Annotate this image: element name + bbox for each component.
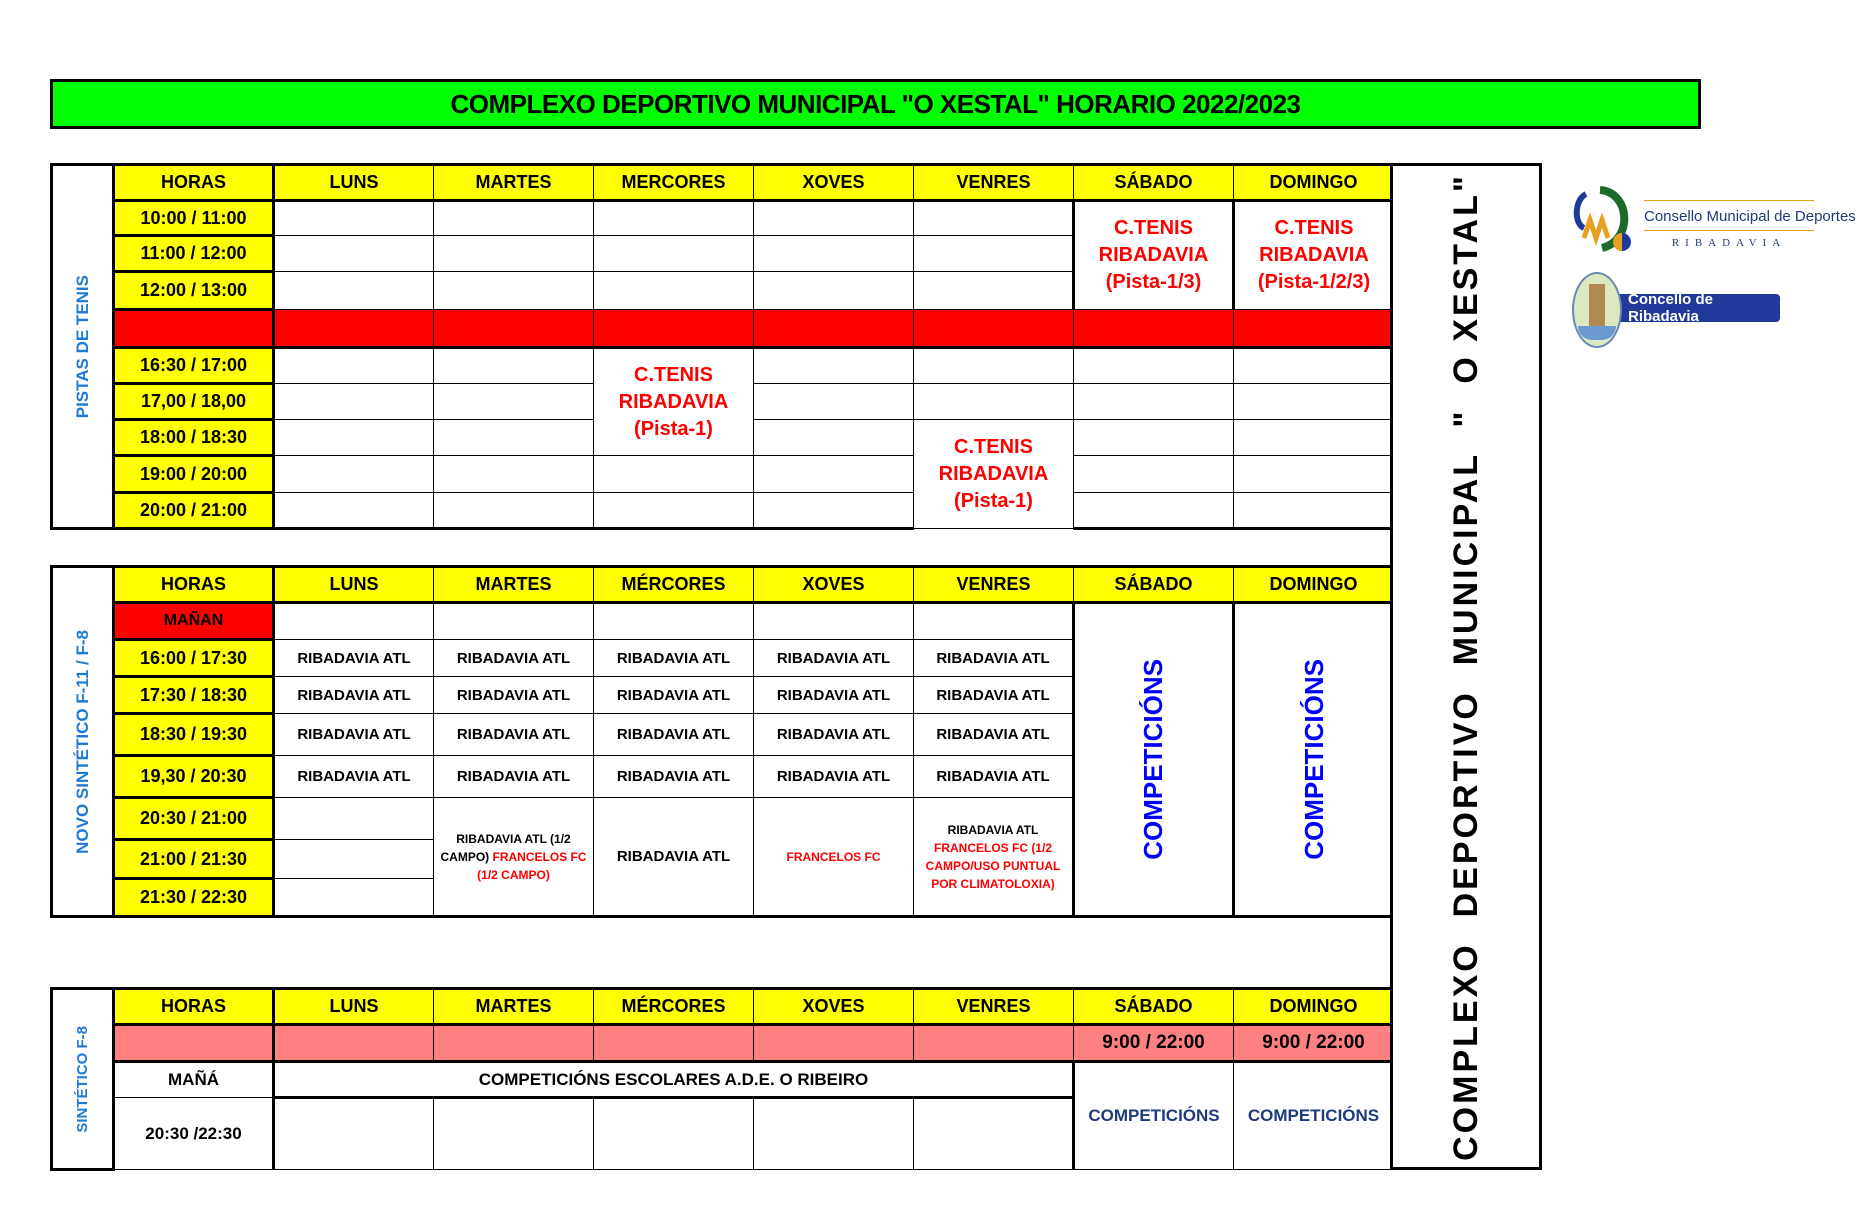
cmd-subtitle: RIBADAVIA [1671, 237, 1787, 249]
hour-cell: 20:30 / 21:00 [114, 798, 274, 840]
hour-cell: 10:00 / 11:00 [114, 201, 274, 236]
martes-late-booking: RIBADAVIA ATL (1/2 CAMPO) FRANCELOS FC (1/2 CAMPO) [434, 798, 594, 917]
slot-cell: RIBADAVIA ATL [914, 756, 1074, 798]
pink-cell [274, 1025, 434, 1062]
sabado-hours: 9:00 / 22:00 [1074, 1025, 1234, 1062]
closed-break-cell [1234, 310, 1394, 348]
slot-cell: RIBADAVIA ATL [914, 677, 1074, 714]
header-horas: HORAS [114, 567, 274, 603]
slot-cell: RIBADAVIA ATL [274, 756, 434, 798]
slot-cell: RIBADAVIA ATL [754, 640, 914, 677]
hour-cell: 21:00 / 21:30 [114, 840, 274, 879]
page-title: COMPLEXO DEPORTIVO MUNICIPAL "O XESTAL" HORARIO 2022/2023 [50, 79, 1701, 129]
slot-cell [754, 201, 914, 236]
slot-cell [434, 272, 594, 310]
header-luns: LUNS [274, 567, 434, 603]
slot-cell: RIBADAVIA ATL [434, 640, 594, 677]
slot-cell: RIBADAVIA ATL [754, 714, 914, 756]
slot-cell [434, 1098, 594, 1170]
slot-cell: RIBADAVIA ATL [274, 640, 434, 677]
header-xoves: XOVES [754, 165, 914, 201]
slot-cell [594, 201, 754, 236]
slot-cell [1074, 348, 1234, 384]
mercores-late-booking: RIBADAVIA ATL [594, 798, 754, 917]
slot-cell: RIBADAVIA ATL [754, 677, 914, 714]
section-divider [1390, 526, 1393, 566]
slot-cell [754, 603, 914, 640]
header-venres: VENRES [914, 989, 1074, 1025]
slot-cell [1074, 493, 1234, 529]
slot-cell [274, 798, 434, 840]
slot-cell [594, 493, 754, 529]
slot-cell: RIBADAVIA ATL [594, 640, 754, 677]
slot-cell [1074, 456, 1234, 493]
slot-cell: RIBADAVIA ATL [594, 714, 754, 756]
slot-cell [274, 840, 434, 879]
slot-cell [594, 272, 754, 310]
slot-cell: RIBADAVIA ATL [434, 756, 594, 798]
slot-cell [594, 236, 754, 272]
hour-cell: 20:30 /22:30 [114, 1098, 274, 1170]
section-divider [1390, 913, 1393, 988]
slot-cell [274, 272, 434, 310]
slot-cell: RIBADAVIA ATL [274, 714, 434, 756]
closed-break-cell [434, 310, 594, 348]
domingo-competitions: COMPETICIÓNS [1234, 1062, 1394, 1170]
section-label-tennis: PISTAS DE TENIS [52, 165, 114, 529]
pink-cell [434, 1025, 594, 1062]
venres-late-booking: RIBADAVIA ATL FRANCELOS FC (1/2 CAMPO/USO PUNTUAL POR CLIMATOLOXIA) [914, 798, 1074, 917]
slot-cell [1234, 456, 1394, 493]
cmd-logo [1572, 180, 1856, 260]
slot-cell [1234, 348, 1394, 384]
slot-cell [274, 236, 434, 272]
header-sabado: SÁBADO [1074, 567, 1234, 603]
slot-cell [1074, 420, 1234, 456]
slot-cell: RIBADAVIA ATL [274, 677, 434, 714]
sabado-competitions: COMPETICIÓNS [1074, 603, 1234, 917]
slot-cell [274, 348, 434, 384]
closed-break-cell [594, 310, 754, 348]
xoves-late-booking: FRANCELOS FC [754, 798, 914, 917]
slot-cell [434, 493, 594, 529]
slot-cell [914, 384, 1074, 420]
slot-cell: RIBADAVIA ATL [754, 756, 914, 798]
slot-cell [274, 603, 434, 640]
header-martes: MARTES [434, 567, 594, 603]
slot-cell: RIBADAVIA ATL [594, 677, 754, 714]
sabado-competitions: COMPETICIÓNS [1074, 1062, 1234, 1170]
slot-cell [434, 348, 594, 384]
slot-cell [754, 236, 914, 272]
slot-cell [434, 456, 594, 493]
header-luns: LUNS [274, 989, 434, 1025]
slot-cell [434, 384, 594, 420]
header-martes: MARTES [434, 989, 594, 1025]
pink-cell [914, 1025, 1074, 1062]
header-horas: HORAS [114, 989, 274, 1025]
slot-cell [274, 493, 434, 529]
header-sabado: SÁBADO [1074, 989, 1234, 1025]
hour-cell-morning: MAÑAN [114, 603, 274, 640]
divider-line [1644, 230, 1814, 231]
header-domingo: DOMINGO [1234, 567, 1394, 603]
sabado-tennis-booking: C.TENIS RIBADAVIA (Pista-1/3) [1074, 201, 1234, 310]
hour-cell: 11:00 / 12:00 [114, 236, 274, 272]
slot-cell [1074, 384, 1234, 420]
slot-cell [274, 879, 434, 917]
slot-cell [914, 603, 1074, 640]
slot-cell [274, 384, 434, 420]
header-venres: VENRES [914, 165, 1074, 201]
cmd-name: Consello Municipal de Deportes [1644, 208, 1856, 225]
slot-cell [914, 1098, 1074, 1170]
slot-cell: RIBADAVIA ATL [434, 677, 594, 714]
header-horas: HORAS [114, 165, 274, 201]
domingo-hours: 9:00 / 22:00 [1234, 1025, 1394, 1062]
header-domingo: DOMINGO [1234, 165, 1394, 201]
slot-cell [1234, 493, 1394, 529]
concello-name: Concello de Ribadavia [1602, 294, 1780, 322]
slot-cell [434, 201, 594, 236]
slot-cell: RIBADAVIA ATL [434, 714, 594, 756]
slot-cell [754, 348, 914, 384]
hour-cell: 18:30 / 19:30 [114, 714, 274, 756]
hour-cell: 12:00 / 13:00 [114, 272, 274, 310]
section-label-novo-sintetico: NOVO SINTÉTICO F-11 / F-8 [52, 567, 114, 917]
slot-cell [434, 420, 594, 456]
side-title: COMPLEXO DEPORTIVO MUNICIPAL " O XESTAL" [1446, 172, 1485, 1161]
slot-cell [754, 493, 914, 529]
hour-cell: 17:30 / 18:30 [114, 677, 274, 714]
slot-cell [434, 603, 594, 640]
header-xoves: XOVES [754, 567, 914, 603]
header-mercores: MERCORES [594, 165, 754, 201]
hour-cell: 16:30 / 17:00 [114, 348, 274, 384]
slot-cell [274, 420, 434, 456]
closed-break-cell [114, 310, 274, 348]
cmd-emblem-icon [1572, 180, 1642, 260]
side-title-box [1390, 163, 1542, 1170]
hour-cell: 18:00 / 18:30 [114, 420, 274, 456]
slot-cell [754, 420, 914, 456]
slot-cell [274, 1098, 434, 1170]
hour-cell: 21:30 / 22:30 [114, 879, 274, 917]
slot-cell [1234, 420, 1394, 456]
novo-sintetico-schedule-table [50, 565, 1394, 918]
school-competitions: COMPETICIÓNS ESCOLARES A.D.E. O RIBEIRO [274, 1062, 1074, 1098]
header-domingo: DOMINGO [1234, 989, 1394, 1025]
slot-cell [594, 603, 754, 640]
hour-cell: 17,00 / 18,00 [114, 384, 274, 420]
hour-cell: 20:00 / 21:00 [114, 493, 274, 529]
divider-line [1644, 200, 1814, 201]
mercores-tennis-booking: C.TENIS RIBADAVIA (Pista-1) [594, 348, 754, 456]
slot-cell [914, 348, 1074, 384]
slot-cell [754, 456, 914, 493]
hour-cell: 16:00 / 17:30 [114, 640, 274, 677]
slot-cell [274, 201, 434, 236]
city-seal-icon [1572, 272, 1622, 348]
closed-break-cell [274, 310, 434, 348]
closed-break-cell [1074, 310, 1234, 348]
domingo-tennis-booking: C.TENIS RIBADAVIA (Pista-1/2/3) [1234, 201, 1394, 310]
hour-cell: 19,30 / 20:30 [114, 756, 274, 798]
slot-cell [594, 456, 754, 493]
hour-cell: 19:00 / 20:00 [114, 456, 274, 493]
closed-break-cell [914, 310, 1074, 348]
slot-cell: RIBADAVIA ATL [914, 714, 1074, 756]
sintetico-f8-schedule-table [50, 987, 1394, 1171]
header-mercores: MÉRCORES [594, 567, 754, 603]
hour-cell-morning: MAÑÁ [114, 1062, 274, 1098]
slot-cell [434, 236, 594, 272]
header-venres: VENRES [914, 567, 1074, 603]
slot-cell [914, 201, 1074, 236]
pink-cell [754, 1025, 914, 1062]
header-luns: LUNS [274, 165, 434, 201]
slot-cell: RIBADAVIA ATL [594, 756, 754, 798]
slot-cell [594, 1098, 754, 1170]
slot-cell [274, 456, 434, 493]
header-mercores: MÉRCORES [594, 989, 754, 1025]
slot-cell [754, 1098, 914, 1170]
domingo-competitions: COMPETICIÓNS [1234, 603, 1394, 917]
concello-logo [1572, 268, 1812, 348]
slot-cell [914, 236, 1074, 272]
slot-cell [1234, 384, 1394, 420]
header-martes: MARTES [434, 165, 594, 201]
slot-cell [754, 384, 914, 420]
slot-cell [754, 272, 914, 310]
header-sabado: SÁBADO [1074, 165, 1234, 201]
venres-tennis-booking: C.TENIS RIBADAVIA (Pista-1) [914, 420, 1074, 529]
closed-break-cell [754, 310, 914, 348]
section-label-sintetico-f8: SINTÉTICO F-8 [52, 989, 114, 1170]
header-xoves: XOVES [754, 989, 914, 1025]
pink-cell [114, 1025, 274, 1062]
tennis-schedule-table [50, 163, 1394, 530]
pink-cell [594, 1025, 754, 1062]
slot-cell [914, 272, 1074, 310]
slot-cell: RIBADAVIA ATL [914, 640, 1074, 677]
